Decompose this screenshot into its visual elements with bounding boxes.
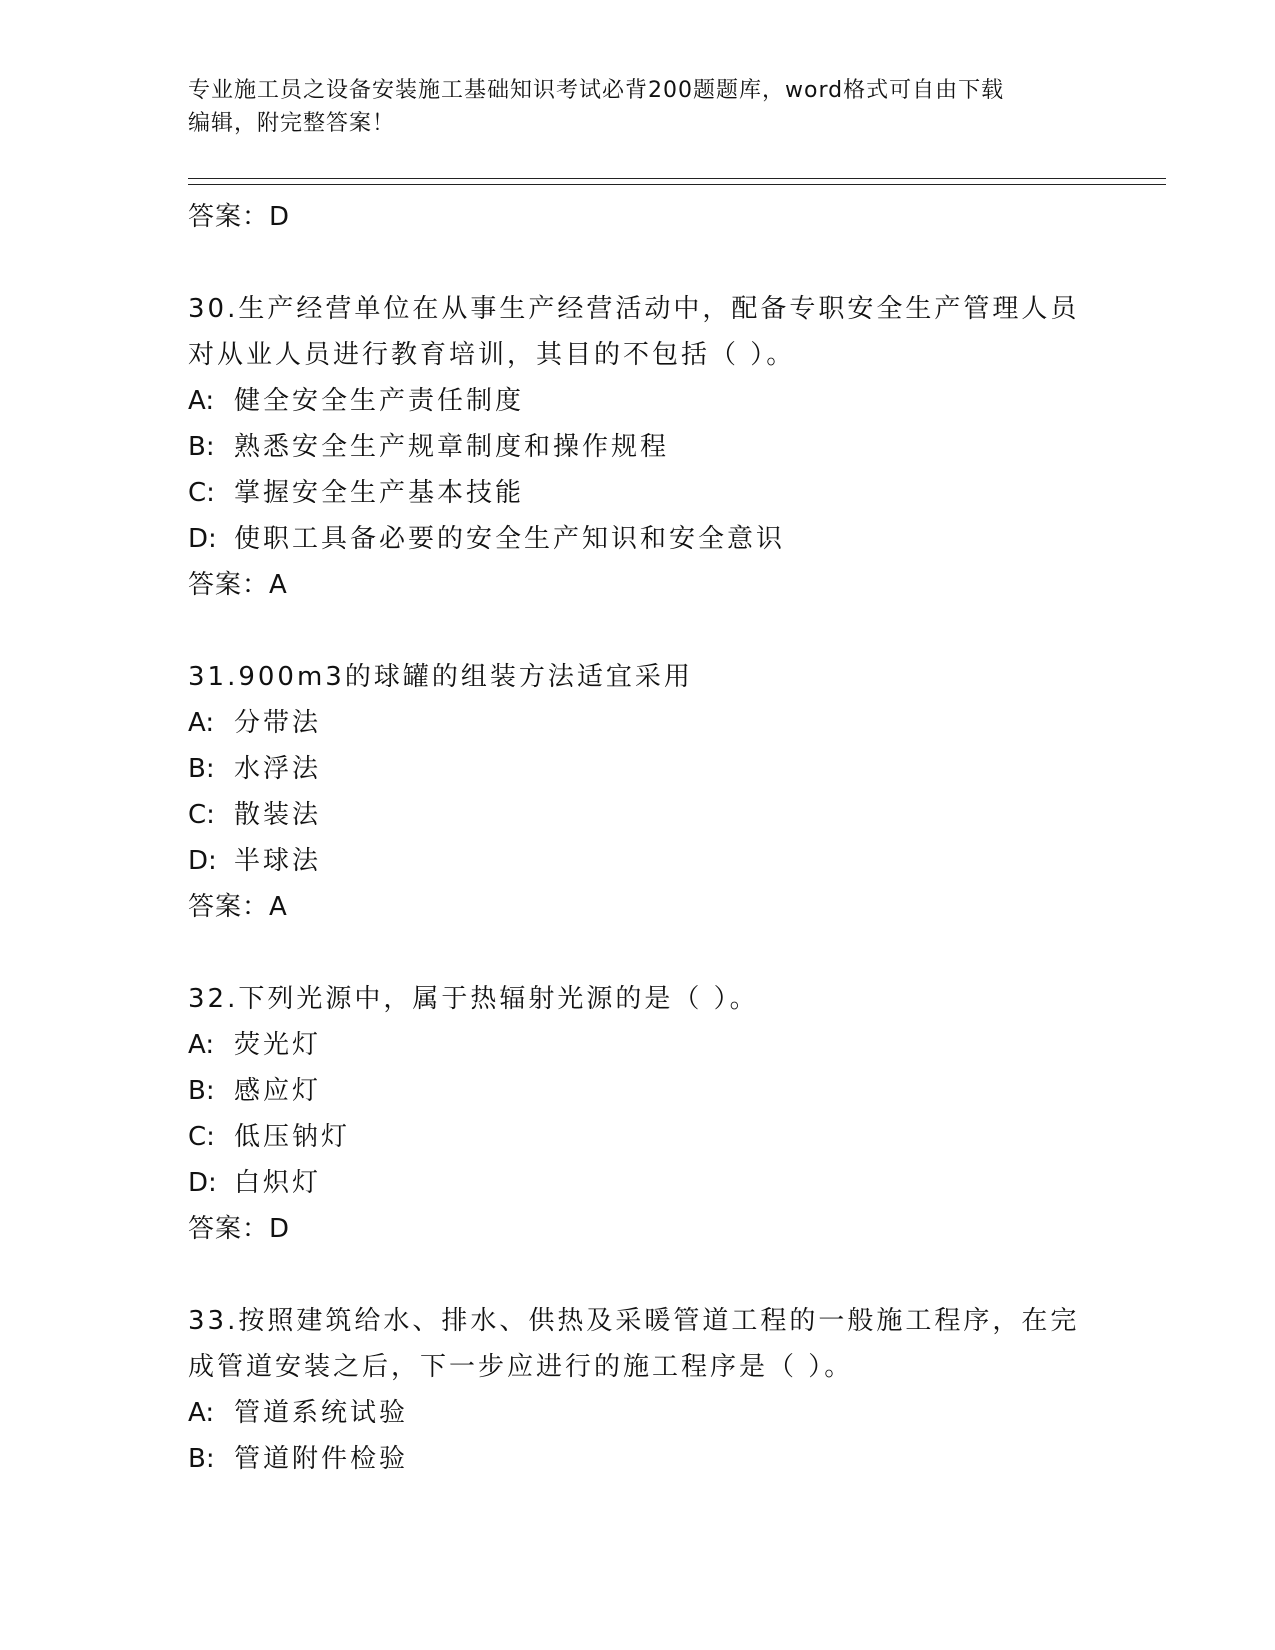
answer xyxy=(188,884,1088,930)
option-key: A: xyxy=(188,386,215,416)
option-text: 白炽灯 xyxy=(234,1168,322,1198)
option-key: B: xyxy=(188,1444,215,1474)
question-stem-line: 33.按照建筑给水、排水、供热及采暖管道工程的一般施工程序，在完 xyxy=(188,1306,1080,1336)
option-key: D: xyxy=(188,846,217,876)
header-rule-top xyxy=(188,178,1166,179)
option-b xyxy=(188,424,1088,470)
option-key: B: xyxy=(188,754,215,784)
option-text: 水浮法 xyxy=(234,754,322,784)
option-a xyxy=(188,700,1088,746)
header-rule-bottom xyxy=(188,184,1166,185)
question-32 xyxy=(188,976,1088,1252)
answer-label: 答案： xyxy=(188,892,270,922)
option-text: 感应灯 xyxy=(234,1076,322,1106)
option-a xyxy=(188,378,1088,424)
question-list xyxy=(188,194,1088,1482)
question-31 xyxy=(188,654,1088,930)
option-text: 荧光灯 xyxy=(234,1030,322,1060)
option-text: 使职工具备必要的安全生产知识和安全意识 xyxy=(234,524,786,554)
answer xyxy=(188,1206,1088,1252)
option-key: A: xyxy=(188,1030,215,1060)
option-text: 低压钠灯 xyxy=(234,1122,351,1152)
option-text: 管道系统试验 xyxy=(234,1398,409,1428)
option-d xyxy=(188,1160,1088,1206)
option-b xyxy=(188,1436,1088,1482)
option-key: A: xyxy=(188,708,215,738)
option-text: 半球法 xyxy=(234,846,322,876)
question-33 xyxy=(188,1298,1088,1482)
option-text: 管道附件检验 xyxy=(234,1444,409,1474)
answer-value: A xyxy=(269,892,288,922)
answer-value: D xyxy=(269,202,291,232)
answer-label: 答案： xyxy=(188,202,270,232)
option-key: D: xyxy=(188,1168,217,1198)
question-stem-line: 32.下列光源中，属于热辐射光源的是（ ）。 xyxy=(188,984,759,1014)
header-line-2: 编辑，附完整答案！ xyxy=(188,111,396,136)
option-text: 健全安全生产责任制度 xyxy=(234,386,525,416)
option-key: D: xyxy=(188,524,217,554)
answer xyxy=(188,562,1088,608)
option-c xyxy=(188,792,1088,838)
option-key: B: xyxy=(188,1076,215,1106)
question-stem-line: 30.生产经营单位在从事生产经营活动中，配备专职安全生产管理人员 xyxy=(188,294,1080,324)
option-a xyxy=(188,1390,1088,1436)
question-stem-line: 成管道安装之后，下一步应进行的施工程序是（ ）。 xyxy=(188,1352,854,1382)
question-30 xyxy=(188,286,1088,608)
option-key: C: xyxy=(188,478,215,508)
document-header xyxy=(188,74,1068,140)
option-key: B: xyxy=(188,432,215,462)
question-stem-line: 对从业人员进行教育培训，其目的不包括（ ）。 xyxy=(188,340,796,370)
option-c xyxy=(188,470,1088,516)
option-text: 掌握安全生产基本技能 xyxy=(234,478,525,508)
option-c xyxy=(188,1114,1088,1160)
answer-label: 答案： xyxy=(188,1214,270,1244)
answer-value: A xyxy=(269,570,288,600)
option-key: A: xyxy=(188,1398,215,1428)
option-text: 分带法 xyxy=(234,708,322,738)
option-d xyxy=(188,516,1088,562)
option-d xyxy=(188,838,1088,884)
question-stem-line: 31.900m3的球罐的组装方法适宜采用 xyxy=(188,662,693,692)
answer-value: D xyxy=(269,1214,291,1244)
header-line-1: 专业施工员之设备安装施工基础知识考试必背200题题库，word格式可自由下载 xyxy=(188,78,1005,103)
answer-label: 答案： xyxy=(188,570,270,600)
previous-answer xyxy=(188,194,1088,240)
option-text: 熟悉安全生产规章制度和操作规程 xyxy=(234,432,670,462)
option-key: C: xyxy=(188,800,215,830)
option-key: C: xyxy=(188,1122,215,1152)
option-b xyxy=(188,746,1088,792)
option-b xyxy=(188,1068,1088,1114)
option-text: 散装法 xyxy=(234,800,322,830)
option-a xyxy=(188,1022,1088,1068)
